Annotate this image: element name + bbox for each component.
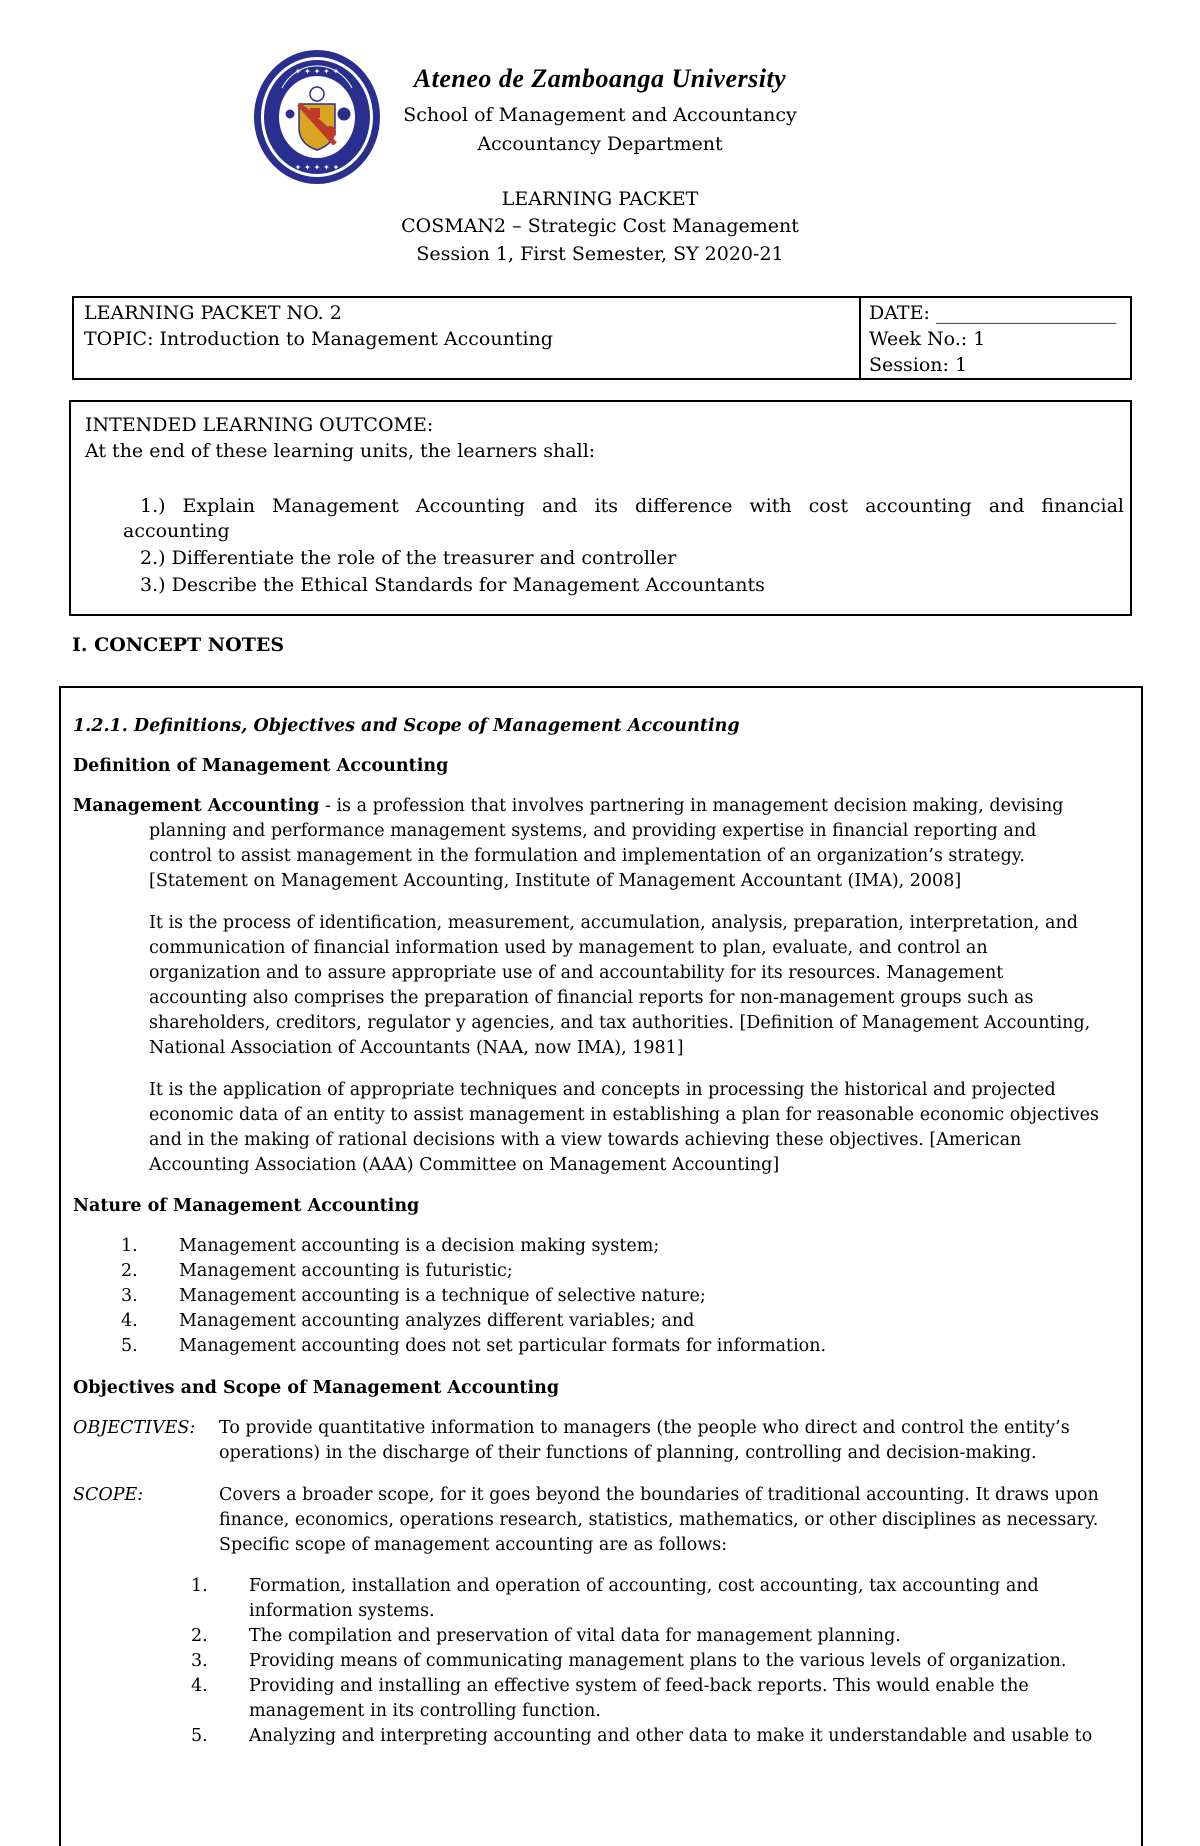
section-title: I. CONCEPT NOTES [72,634,285,656]
scope-item-3-line-1: Providing means of communicating management plans to the various levels of organization. [249,1651,1067,1671]
scope-item-5-line-1: Analyzing and interpreting accounting and other data to make it understandable and usable to [249,1726,1093,1746]
scope-label: SCOPE: [73,1485,144,1505]
department-name: Accountancy Department [477,133,723,155]
definition-2-line-5: shareholders, creditors, regulator y agencies, and tax authorities. [Definition of Management Accounting, [149,1013,1091,1033]
scope-item-5-number: 5. [191,1726,208,1746]
nature-item-4-number: 4. [121,1311,138,1331]
scope-line-3: Specific scope of management accounting are as follows: [219,1535,728,1555]
scope-item-1-line-1: Formation, installation and operation of accounting, cost accounting, tax accounting and [249,1576,1039,1596]
definition-1-line-3: control to assist management in the formulation and implementation of an organization’s strategy. [149,846,1025,866]
session-line: Session 1, First Semester, SY 2020-21 [416,243,784,265]
packet-info-box [72,296,1132,380]
learning-outcome-box [69,400,1132,616]
definition-2-line-1: It is the process of identification, measurement, accumulation, analysis, preparation, interpretation, and [149,913,1078,933]
scope-item-3-number: 3. [191,1651,208,1671]
definition-2-line-6: National Association of Accountants (NAA, now IMA), 1981] [149,1038,684,1058]
scope-item-2-number: 2. [191,1626,208,1646]
ilo-item-3: 3.) Describe the Ethical Standards for Management Accountants [140,574,765,596]
nature-heading: Nature of Management Accounting [73,1196,420,1216]
scope-item-4-number: 4. [191,1676,208,1696]
packet-label: LEARNING PACKET [501,188,699,210]
ilo-item-1: 1.) Explain Management Accounting and its difference with cost accounting and financial [140,495,1124,517]
definition-3-line-4: Accounting Association (AAA) Committee on Management Accounting] [149,1155,780,1175]
objectives-label: OBJECTIVES: [73,1418,196,1438]
definition-2-line-4: accounting also comprises the preparation of financial reports for non-management groups such as [149,988,1034,1008]
nature-item-3-number: 3. [121,1286,138,1306]
nature-item-3: Management accounting is a technique of selective nature; [179,1286,706,1306]
definition-3-line-3: and in the making of rational decisions with a view towards achieving these objectives. [American [149,1130,1022,1150]
week-number: Week No.: 1 [869,328,986,350]
concept-notes-box [59,686,1143,1846]
objectives-line-2: operations) in the discharge of their functions of planning, controlling and decision-making. [219,1443,1037,1463]
notes-subheading: 1.2.1. Definitions, Objectives and Scope of Management Accounting [73,716,740,736]
scope-line-2: finance, economics, operations research, statistics, mathematics, or other disciplines as necessary. [219,1510,1099,1530]
svg-text:✦ ✦ ✦ ✦ ✦: ✦ ✦ ✦ ✦ ✦ [294,163,340,172]
nature-item-1: Management accounting is a decision making system; [179,1236,660,1256]
nature-item-5: Management accounting does not set particular formats for information. [179,1336,827,1356]
scope-line-1: Covers a broader scope, for it goes beyond the boundaries of traditional accounting. It draws upon [219,1485,1099,1505]
ilo-item-1-cont: accounting [123,520,230,542]
scope-item-4-line-2: management in its controlling function. [249,1701,601,1721]
scope-item-1-line-2: information systems. [249,1601,435,1621]
scope-item-1-number: 1. [191,1576,208,1596]
definition-2-line-2: communication of financial information used by management to plan, evaluate, and control an [149,938,988,958]
date-field: DATE: ___________________ [869,302,1117,324]
definition-1-term: Management Accounting [73,796,320,816]
session-number: Session: 1 [869,354,968,376]
school-name: School of Management and Accountancy [403,104,797,126]
nature-item-5-number: 5. [121,1336,138,1356]
university-name: Ateneo de Zamboanga University [413,64,787,93]
definition-1-line-2: planning and performance management systems, and providing expertise in financial reporting and [149,821,1037,841]
packet-number: LEARNING PACKET NO. 2 [84,302,342,324]
nature-item-4: Management accounting analyzes different variables; and [179,1311,695,1331]
info-box-divider [859,298,861,378]
scope-item-2-line-1: The compilation and preservation of vital data for management planning. [249,1626,901,1646]
definition-3-line-2: economic data of an entity to assist management in establishing a plan for reasonable economic objectives [149,1105,1099,1125]
definition-1-first-line [73,796,1063,816]
definition-heading: Definition of Management Accounting [73,756,449,776]
nature-item-1-number: 1. [121,1236,138,1256]
nature-item-2-number: 2. [121,1261,138,1281]
objectives-line-1: To provide quantitative information to managers (the people who direct and control the entity’s [219,1418,1070,1438]
objectives-heading: Objectives and Scope of Management Accounting [73,1378,560,1398]
definition-3-line-1: It is the application of appropriate techniques and concepts in processing the historical and projected [149,1080,1056,1100]
ilo-intro: At the end of these learning units, the learners shall: [85,440,596,462]
topic: TOPIC: Introduction to Management Accounting [84,328,553,350]
definition-1-line-1: - is a profession that involves partnering in management decision making, devising [319,796,1064,816]
definition-2-line-3: organization and to assure appropriate use of and accountability for its resources. Management [149,963,1004,983]
svg-text:✦ ✦ ✦ ✦ ✦: ✦ ✦ ✦ ✦ ✦ [294,67,340,76]
ilo-heading: INTENDED LEARNING OUTCOME: [85,414,434,436]
definition-1-line-4: [Statement on Management Accounting, Institute of Management Accountant (IMA), 2008] [149,871,962,891]
scope-item-4-line-1: Providing and installing an effective system of feed-back reports. This would enable the [249,1676,1029,1696]
nature-item-2: Management accounting is futuristic; [179,1261,513,1281]
course-title: COSMAN2 – Strategic Cost Management [401,215,799,237]
ilo-item-2: 2.) Differentiate the role of the treasurer and controller [140,547,677,569]
